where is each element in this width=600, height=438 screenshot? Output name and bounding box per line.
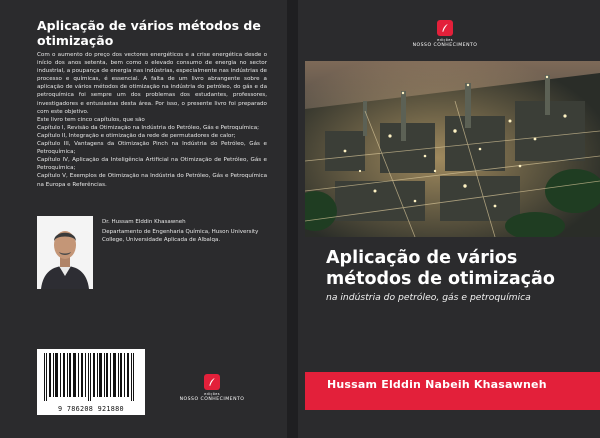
description-paragraph: Com o aumento do preço dos vectores energéticos e a crise energética desde o início dos anos setenta, bem como o elevado consumo de energia no sector industrial, a poupança de energia nas indústrias, especialmente nas indústrias de processo e químicas, é essencial. A falta de um livro abrangente sobre a aplicação de vários métodos de otimização na indústria do petróleo, do gás e da petroquímica foi sempre um dos problemas dos estudantes, professores, investigadores e entusiastas desta área. Por isso, o presente livro foi preparado com este objetivo. [37, 52, 267, 115]
chapter-line: Capítulo II, Integração e otimização da rede de permutadores de calor; [37, 132, 236, 139]
author-bio-name: Dr. Hussam Elddin Khasawneh [102, 219, 186, 225]
quill-icon [204, 374, 220, 390]
book-subtitle: na indústria do petróleo, gás e petroquímica [326, 292, 531, 303]
publisher-line1: edições [204, 392, 220, 396]
author-bio [102, 218, 272, 246]
refinery-night-photo [305, 61, 600, 237]
author-photo [37, 216, 93, 289]
back-cover-title: Aplicação de vários métodos de otimização [37, 18, 261, 48]
chapter-line: Capítulo V, Exemplos de Otimização na Indústria do Petróleo, Gás e Petroquímica na Europa e Referências. [37, 173, 267, 188]
quill-icon [437, 20, 453, 36]
author-bio-affiliation: Departamento de Engenharia Química, Huson University College, Universidade Aplicada de Albalqa. [102, 228, 259, 243]
back-cover [0, 0, 287, 438]
author-portrait-image [37, 216, 93, 289]
author-banner [305, 372, 600, 410]
barcode-bars [42, 353, 140, 401]
chapter-line: Capítulo IV, Aplicação da Inteligência Artificial na Otimização de Petróleo, Gás e Petroquímica; [37, 157, 267, 172]
book-spine [287, 0, 298, 438]
chapter-line: Capítulo III, Vantagens da Otimização Pinch na Indústria do Petróleo, Gás e Petroquímica; [37, 141, 267, 156]
publisher-logo-front [405, 20, 485, 49]
author-name: Hussam Elddin Nabeih Khasawneh [327, 378, 547, 391]
chapter-line: Capítulo I, Revisão da Otimização na Indústria do Petróleo, Gás e Petroquímica; [37, 124, 260, 131]
barcode-digits: 9 786208 921880 [58, 405, 124, 413]
isbn-barcode [37, 349, 145, 415]
publisher-line1: edições [437, 38, 453, 42]
description-paragraph: Este livro tem cinco capítulos, que são [37, 116, 145, 123]
book-title: Aplicação de vários métodos de otimização [326, 248, 555, 289]
publisher-logo-back [172, 374, 252, 403]
publisher-line2: NOSSO CONHECIMENTO [412, 43, 478, 48]
book-description [37, 51, 267, 189]
publisher-line2: NOSSO CONHECIMENTO [179, 397, 245, 402]
